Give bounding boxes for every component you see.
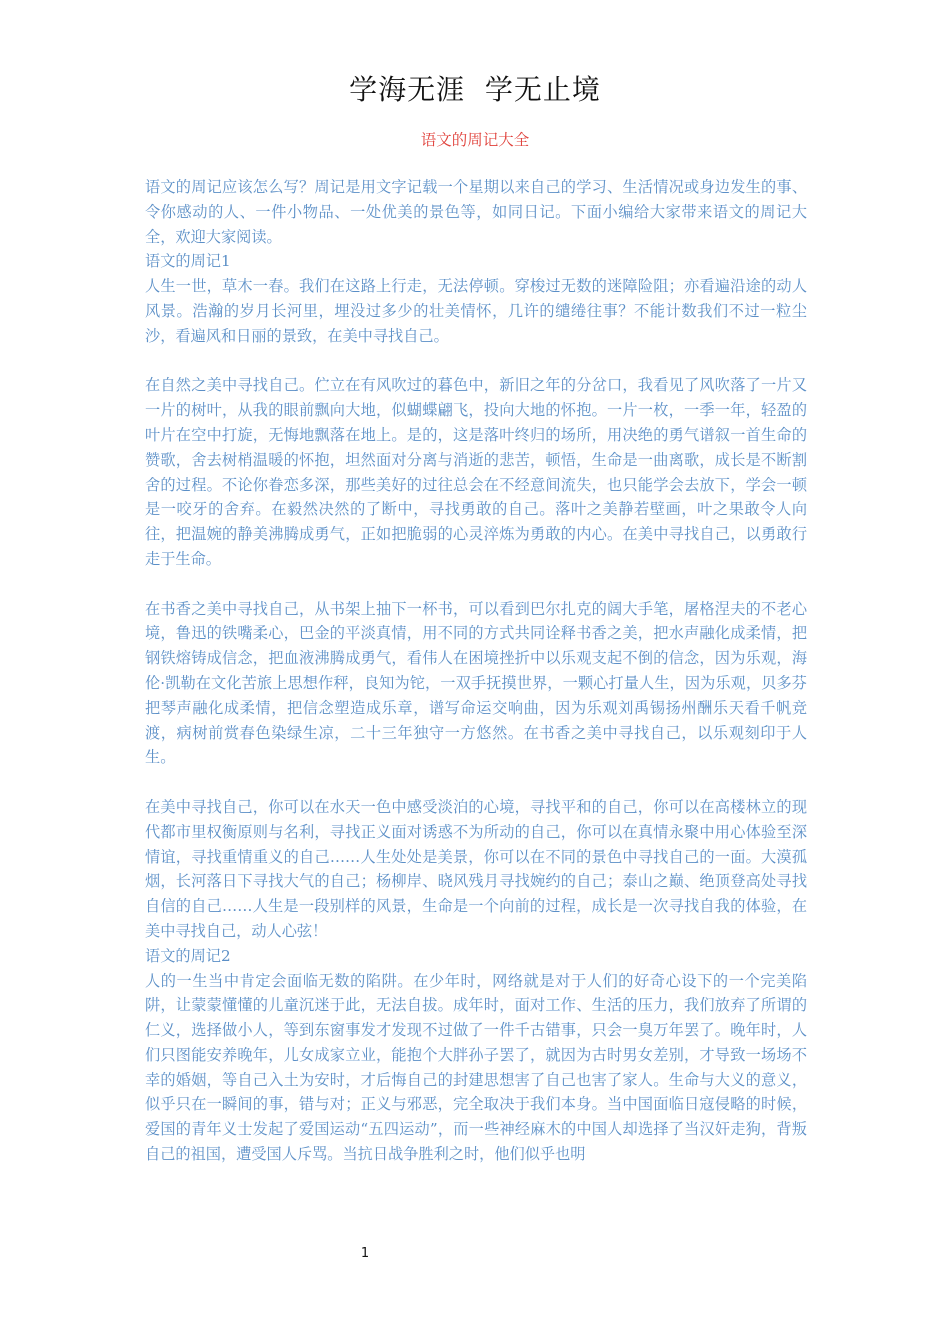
section1-paragraph: 在美中寻找自己，你可以在水天一色中感受淡泊的心境，寻找平和的自己，你可以在高楼林立的现代都市里权衡原则与名利，寻找正义面对诱惑不为所动的自己，你可以在真情永聚中用心体验至深情谊，寻找重情重义的自己……人生处处是美景，你可以在不同的景色中寻找自己的一面。大漠孤烟，长河落日下寻找大气的自己；杨柳岸、晓风残月寻找婉约的自己；泰山之巅、绝顶登高处寻找自信的自己……人生是一段别样的风景，生命是一个向前的过程，成长是一次寻找自我的体验，在美中寻找自己，动人心弦！ [145, 797, 807, 940]
document-body [145, 175, 807, 1167]
section1-paragraph: 在自然之美中寻找自己。伫立在有风吹过的暮色中，新旧之年的分岔口，我看见了风吹落了一片又一片的树叶，从我的眼前飘向大地，似蝴蝶翩飞，投向大地的怀抱。一片一枚，一季一年，轻盈的叶片在空中打旋，无悔地飘落在地上。是的，这是落叶终归的场所，用决绝的勇气谱叙一首生命的赞歌，舍去树梢温暖的怀抱，坦然面对分离与消逝的悲苦，顿悟，生命是一曲离歌，成长是不断割舍的过程。不论你眷恋多深，那些美好的过往总会在不经意间流失，也只能学会去放下，学会一顿是一咬牙的舍弃。在毅然决然的了断中，寻找勇敢的自己。落叶之美静若壁画，叶之果敢令人向往，把温婉的静美沸腾成勇气，正如把脆弱的心灵淬炼为勇敢的内心。在美中寻找自己，以勇敢行走于生命。 [145, 376, 807, 568]
section-heading-2: 语文的周记2 [145, 946, 231, 965]
section1-paragraph: 在书香之美中寻找自己，从书架上抽下一杯书，可以看到巴尔扎克的阔大手笔，屠格涅夫的不老心境，鲁迅的铁嘴柔心，巴金的平淡真情，用不同的方式共同诠释书香之美，把水声融化成柔情，把钢铁熔铸成信念，把血液沸腾成勇气，看伟人在困境挫折中以乐观支起不倒的信念，因为乐观，海伦·凯勒在文化苦旅上思想作秤，良知为铊，一双手抚摸世界，一颗心打量人生，因为乐观，贝多芬把琴声融化成柔情，把信念塑造成乐章，谱写命运交响曲，因为乐观刘禹锡扬州酬乐天看千帆竞渡，病树前赏春色染绿生凉，二十三年独守一方悠然。在书香之美中寻找自己，以乐观刻印于人生。 [145, 599, 807, 767]
header-title: 学海无涯 学无止境 [349, 73, 601, 106]
intro-paragraph: 语文的周记应该怎么写？周记是用文字记载一个星期以来自己的学习、生活情况或身边发生的事、令你感动的人、一件小物品、一处优美的景色等，如同日记。下面小编给大家带来语文的周记大全，欢迎大家阅读。 [145, 178, 807, 246]
page-number: 1 [360, 1246, 370, 1261]
document-title: 语文的周记大全 [420, 131, 530, 149]
section2-paragraph: 人的一生当中肯定会面临无数的陷阱。在少年时，网络就是对于人们的好奇心设下的一个完美陷阱，让蒙蒙懂懂的儿童沉迷于此，无法自拔。成年时，面对工作、生活的压力，我们放弃了所谓的仁义，选择做小人，等到东窗事发才发现不过做了一件千古错事，只会一臭万年罢了。晚年时，人们只图能安养晚年，儿女成家立业，能抱个大胖孙子罢了，就因为古时男女差别，才导致一场场不幸的婚姻，等自己入土为安时，才后悔自己的封建思想害了自己也害了家人。生命与大义的意义，似乎只在一瞬间的事，错与对；正义与邪恶，完全取决于我们本身。当中国面临日寇侵略的时候，爱国的青年义士发起了爱国运动“五四运动”，而一些神经麻木的中国人却选择了当汉奸走狗，背叛自己的祖国，遭受国人斥骂。当抗日战争胜利之时，他们似乎也明 [145, 971, 807, 1164]
section-heading-1: 语文的周记1 [145, 252, 231, 271]
section1-paragraph: 人生一世，草木一春。我们在这路上行走，无法停顿。穿梭过无数的迷障险阻；亦看遍沿途的动人风景。浩瀚的岁月长河里，埋没过多少的壮美情怀，几许的缱绻往事？不能计数我们不过一粒尘沙，看遍风和日丽的景致，在美中寻找自己。 [145, 277, 807, 345]
